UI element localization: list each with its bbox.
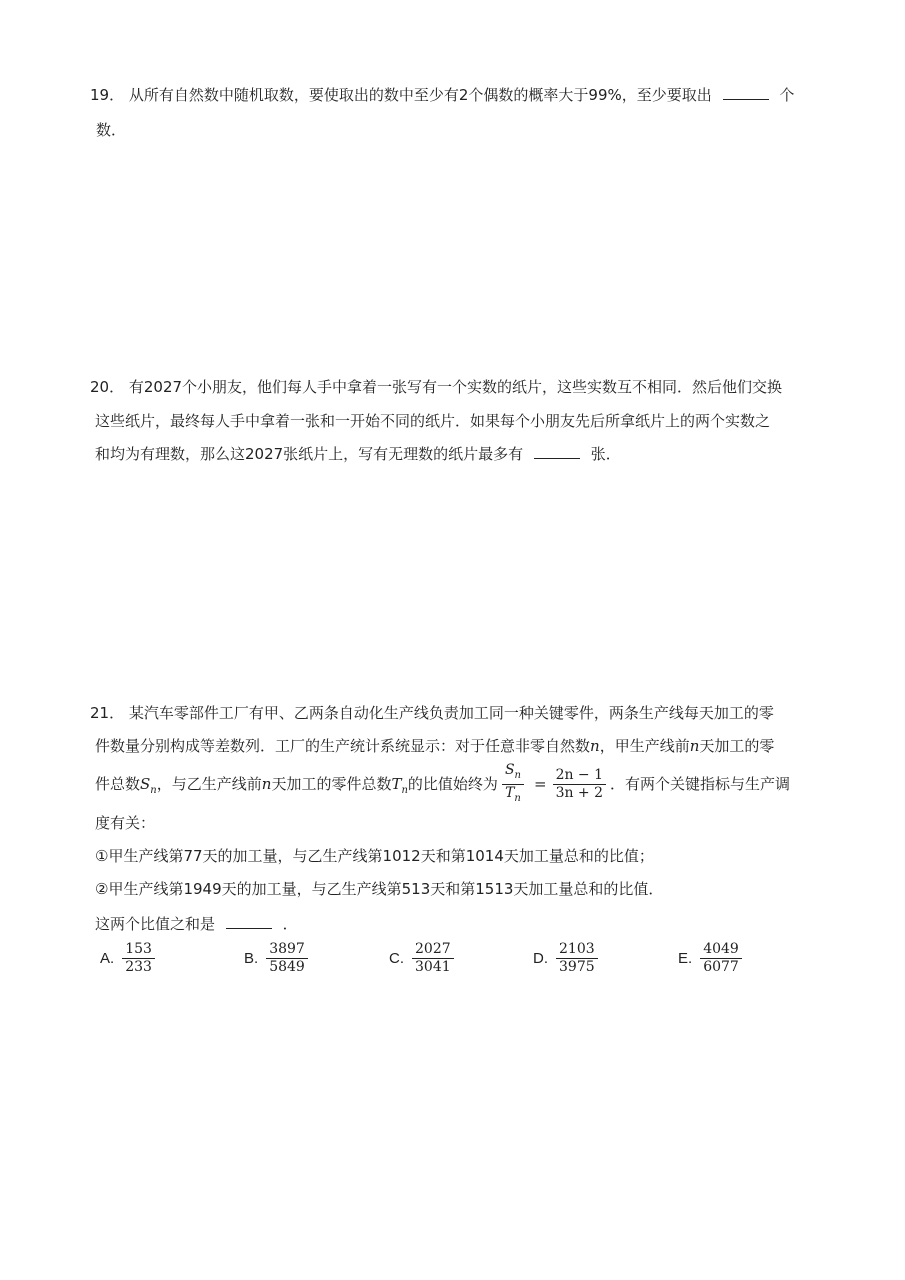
question-text: ，与乙生产线前 [156, 774, 262, 793]
option-d[interactable]: D. $\frac{2103}{3975}$ [533, 941, 598, 976]
answer-blank[interactable] [723, 85, 769, 100]
subscript-n: n [401, 784, 408, 796]
question-text: ①甲生产线第77天的加工量，与乙生产线第1012天和第1014天加工量总和的比值； [95, 847, 654, 865]
option-fraction: $\frac{2103}{3975}$ [556, 941, 598, 976]
question-21-item-2 [95, 879, 663, 899]
question-text: 这两个比值之和是 [95, 915, 216, 933]
option-fraction: $\frac{153}{233}$ [122, 941, 155, 976]
variable-n: n [590, 737, 600, 755]
variable-n: n [689, 737, 700, 755]
question-21-line-2 [95, 736, 774, 756]
question-text: 天加工的零 [699, 737, 775, 755]
question-text: 度有关： [95, 814, 156, 832]
question-text: 件总数 [95, 774, 141, 793]
question-21-item-1 [95, 846, 654, 866]
question-21-line-1 [90, 703, 774, 723]
question-number: 21． [90, 704, 125, 722]
question-text: 从所有自然数中随机取数，要使取出的数中至少有2个偶数的概率大于99%，至少要取出 [128, 86, 712, 104]
option-c[interactable]: C. $\frac{2027}{3041}$ [389, 941, 454, 976]
question-number: 20． [90, 378, 125, 396]
variable-S: S [140, 774, 151, 793]
option-e[interactable]: E. $\frac{4049}{6077}$ [678, 941, 742, 976]
question-20-line-3 [95, 444, 621, 464]
question-text: ，甲生产线前 [599, 737, 690, 755]
question-21-line-4 [95, 813, 155, 833]
question-text: 数． [96, 121, 127, 139]
question-number: 19． [90, 86, 125, 104]
variable-n: n [261, 774, 272, 793]
option-b[interactable]: B. $\frac{3897}{5849}$ [244, 941, 308, 976]
option-fraction: $\frac{4049}{6077}$ [700, 941, 742, 976]
question-21-line-3 [95, 762, 790, 812]
option-fraction: $\frac{3897}{5849}$ [266, 941, 308, 976]
question-19-line-1 [90, 85, 794, 105]
question-text: 天加工的零件总数 [271, 774, 392, 793]
variable-T: T [391, 774, 402, 793]
option-fraction: $\frac{2027}{3041}$ [412, 941, 454, 976]
question-20-line-1 [90, 377, 782, 397]
question-21 [90, 703, 825, 993]
question-text: 的比值始终为 [407, 774, 498, 793]
subscript-n: n [150, 784, 157, 796]
question-text: ②甲生产线第1949天的加工量，与乙生产线第513天和第1513天加工量总和的比值． [95, 880, 664, 898]
answer-blank[interactable] [534, 444, 580, 459]
question-text: 某汽车零部件工厂有甲、乙两条自动化生产线负责加工同一种关键零件，两条生产线每天加工的零 [128, 704, 774, 722]
answer-options [100, 941, 820, 985]
question-20-line-2 [95, 411, 770, 431]
question-text: ．有两个关键指标与生产调 [610, 774, 791, 793]
question-text: 和均为有理数，那么这2027张纸片上，写有无理数的纸片最多有 [95, 445, 524, 463]
answer-blank[interactable] [226, 914, 272, 929]
ratio-fraction: $\frac{S_n}{T_n}$ [502, 762, 524, 807]
question-text-tail: 张． [590, 445, 621, 463]
question-21-line-7 [95, 914, 298, 934]
question-text: 这些纸片，最终每人手中拿着一张和一开始不同的纸片．如果每个小朋友先后所拿纸片上的两个实数之 [95, 412, 771, 430]
question-text: 有2027个小朋友，他们每人手中拿着一张写有一个实数的纸片，这些实数互不相同．然后他们交换 [128, 378, 783, 396]
option-a[interactable]: A. $\frac{153}{233}$ [100, 941, 155, 976]
question-text-tail: 个 [779, 86, 795, 104]
question-19-line-2 [96, 120, 126, 140]
formula-fraction: $\frac{2n - 1}{3n + 2}$ [553, 767, 606, 802]
question-text: 件数量分别构成等差数列．工厂的生产统计系统显示：对于任意非零自然数 [95, 737, 591, 755]
equals-sign: = [533, 774, 547, 793]
question-text-tail: ． [282, 915, 298, 933]
